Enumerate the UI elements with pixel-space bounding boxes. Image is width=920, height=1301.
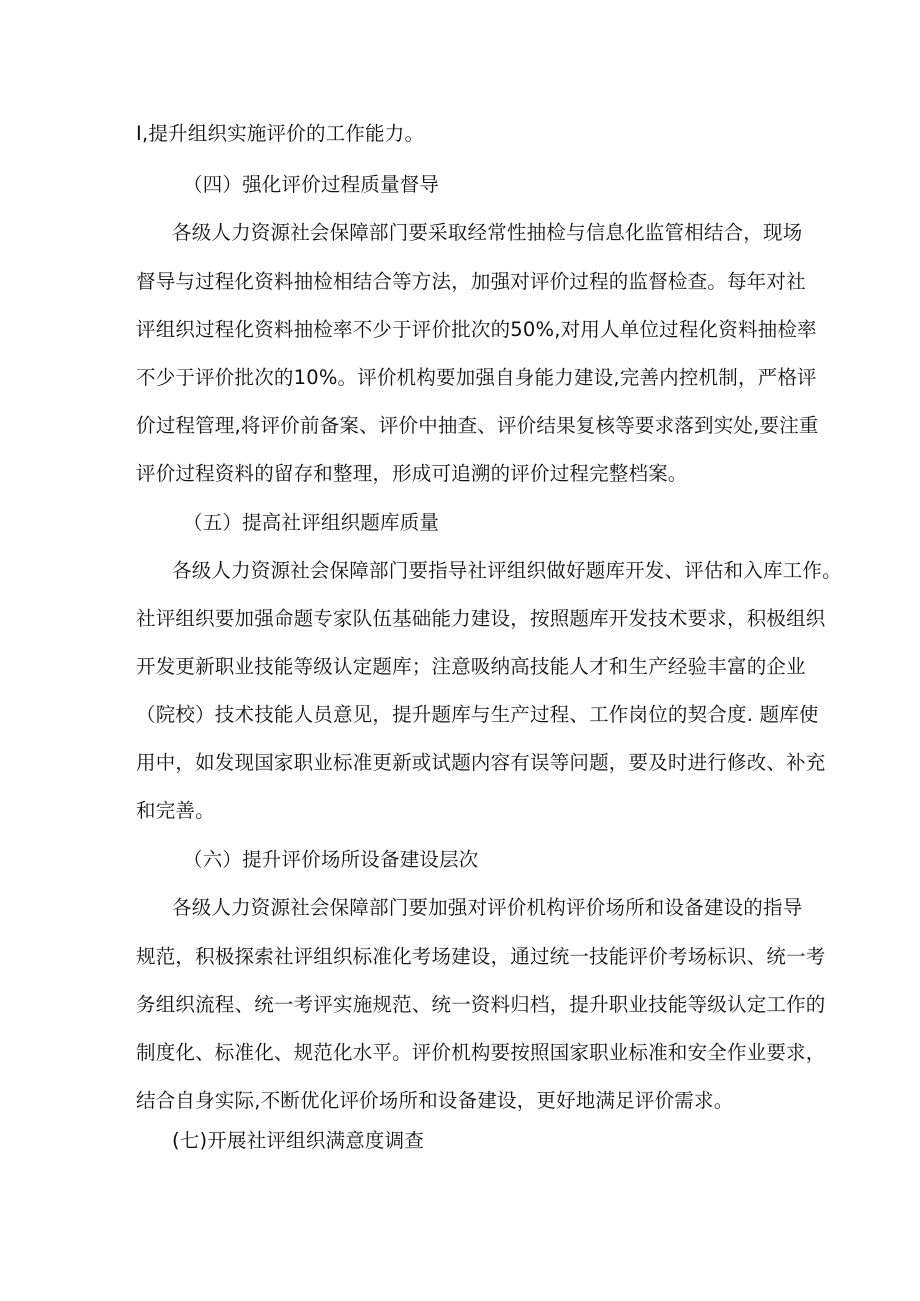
paragraph-line: 和完善。: [136, 799, 215, 822]
paragraph-line: 各级人力资源社会保障部门要加强对评价机构评价场所和设备建设的指导: [172, 896, 803, 919]
paragraph-line: 务组织流程、统一考评实施规范、统一资料归档，提升职业技能等级认定工作的: [136, 993, 826, 1016]
paragraph-line: 评组织过程化资料抽检率不少于评价批次的50%,对用人单位过程化资料抽检率: [136, 318, 817, 341]
section-heading-4: （四）强化评价过程质量督导: [183, 173, 440, 196]
paragraph-line: 不少于评价批次的10%。评价机构要加强自身能力建设,完善内控机制，严格评: [136, 366, 817, 389]
paragraph-line: 各级人力资源社会保障部门要采取经常性抽检与信息化监管相结合，现场: [172, 221, 803, 244]
paragraph-line: 结合自身实际,不断优化评价场所和设备建设，更好地满足评价需求。: [136, 1089, 734, 1112]
paragraph-line: 制度化、标准化、规范化水平。评价机构要按照国家职业标准和安全作业要求，: [136, 1041, 826, 1064]
paragraph-line: 社评组织要加强命题专家队伍基础能力建设，按照题库开发技术要求，积极组织: [136, 607, 826, 630]
section-heading-7: (七)开展社评组织满意度调查: [172, 1129, 425, 1152]
paragraph-line: （院校）技术技能人员意见，提升题库与生产过程、工作岗位的契合度. 题库使: [136, 703, 819, 726]
paragraph-line: 评价过程资料的留存和整理，形成可追溯的评价过程完整档案。: [136, 462, 688, 485]
paragraph-line: 各级人力资源社会保障部门要指导社评组织做好题库开发、评估和入库工作。: [172, 559, 842, 582]
section-heading-5: （五）提高社评组织题库质量: [183, 511, 440, 534]
paragraph-line: 督导与过程化资料抽检相结合等方法，加强对评价过程的监督检查。每年对社: [136, 270, 806, 293]
paragraph-line: 规范，积极探索社评组织标准化考场建设，通过统一技能评价考场标识、统一考: [136, 945, 826, 968]
section-heading-6: （六）提升评价场所设备建设层次: [183, 848, 479, 871]
paragraph-line: 用中，如发现国家职业标准更新或试题内容有误等问题，要及时进行修改、补充: [136, 751, 826, 774]
paragraph-line: 开发更新职业技能等级认定题库；注意吸纳高技能人才和生产经验丰富的企业: [136, 655, 806, 678]
text-line: I,提升组织实施评价的工作能力。: [136, 122, 425, 145]
paragraph-line: 价过程管理,将评价前备案、评价中抽查、评价结果复核等要求落到实处,要注重: [136, 414, 819, 437]
